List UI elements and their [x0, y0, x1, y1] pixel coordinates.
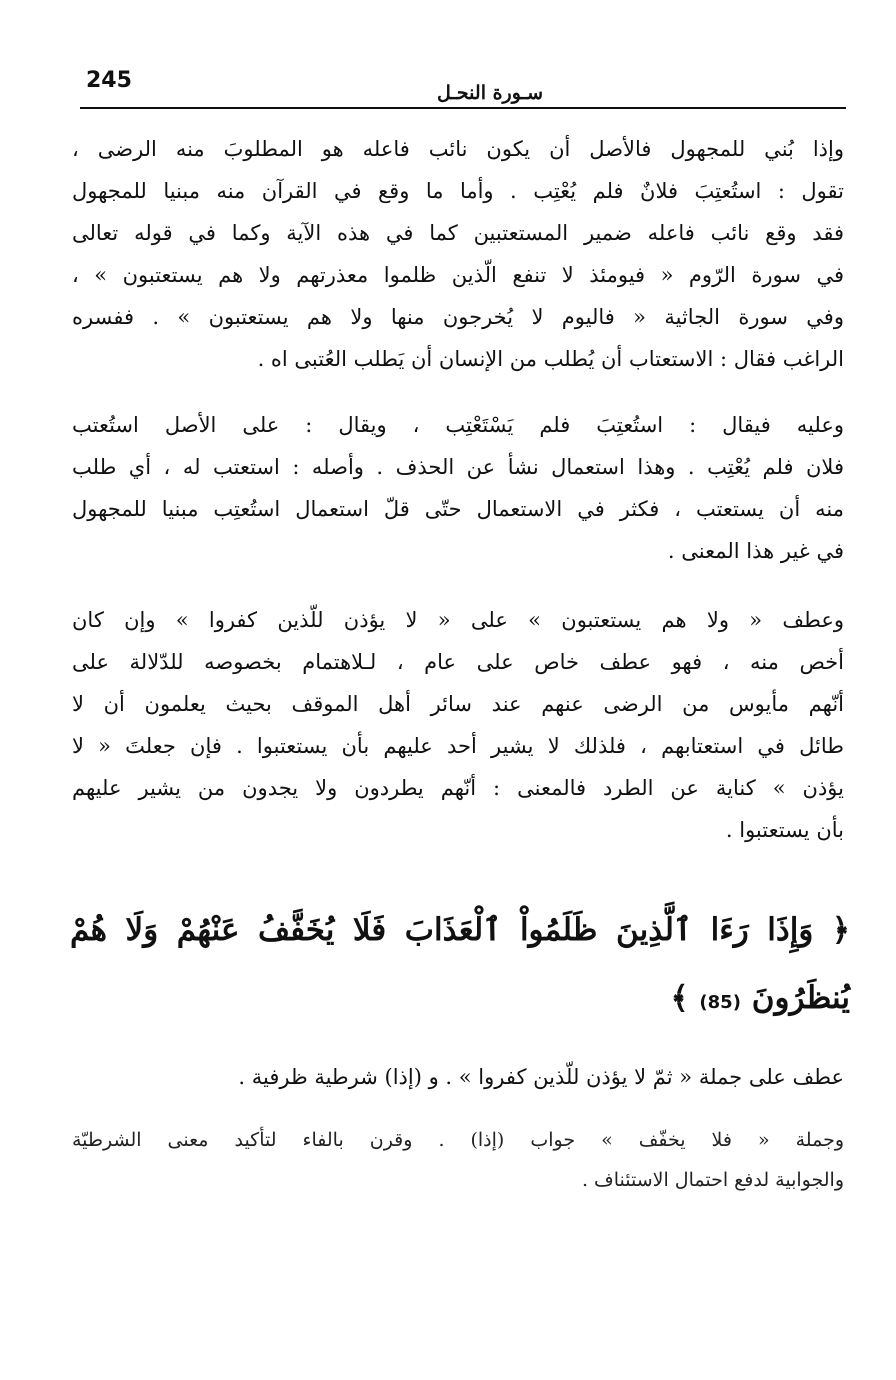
quran-verse	[70, 896, 850, 1037]
paragraph-line: وفي سورة الجاثية « فاليوم لا يُخرجون منها ولا هم يستعتبون » . ففسره	[72, 305, 844, 329]
paragraph-line: عطف على جملة « ثمّ لا يؤذن للّذين كفروا » . و (إذا) شرطية ظرفية .	[238, 1065, 844, 1089]
header-rule	[80, 107, 846, 109]
paragraph-line: بأن يستعتبوا .	[725, 818, 844, 842]
paragraph-line: أنّهم مأيوس من الرضى عنهم عند سائر أهل الموقف بحيث يعلمون أن لا	[72, 692, 844, 716]
paragraph-3	[72, 599, 844, 851]
paragraph-line: وعطف « ولا هم يستعتبون » على « لا يؤذن للّذين كفروا » وإن كان	[72, 608, 844, 632]
verse-text: يُنظَرُونَ	[751, 980, 850, 1016]
paragraph-line: أخص منه ، فهو عطف خاص على عام ، لـلاهتمام بخصوصه للدّلالة على	[72, 650, 844, 674]
verse-line: ﴿ وَإِذَا رَءَا ٱلَّذِينَ ظَلَمُواْ ٱلْعَذَابَ فَلَا يُخَفَّفُ عَنْهُمْ وَلَا هُمْ	[70, 912, 850, 948]
paragraph-line: فلان فلم يُعْتِب . وهذا استعمال نشأ عن الحذف . وأصله : استعتب له ، أي طلب	[72, 455, 844, 479]
paragraph-line: يؤذن » كناية عن الطرد فالمعنى : أنّهم يطردون ولا يجدون من يشير عليهم	[72, 776, 844, 800]
paragraph-line: تقول : استُعتِبَ فلانٌ فلم يُعْتِب . وأما ما وقع في القرآن منه مبنيا للمجهول	[72, 179, 844, 203]
paragraph-2	[72, 404, 844, 572]
paragraph-1	[72, 128, 844, 380]
paragraph-line: الراغب فقال : الاستعتاب أن يُطلب من الإنسان أن يَطلب العُتبى اه .	[257, 347, 844, 371]
paragraph-line: وجملة « فلا يخفّف » جواب (إذا) . وقرن بالفاء لتأكيد معنى الشرطيّة	[72, 1129, 844, 1151]
verse-number: (85)	[699, 992, 741, 1013]
verse-close-bracket: ﴾	[670, 980, 689, 1016]
paragraph-line: في غير هذا المعنى .	[667, 539, 844, 563]
page-number: 245	[86, 68, 132, 93]
paragraph-line: والجوابية لدفع احتمال الاستئناف .	[581, 1169, 844, 1191]
paragraph-line: وعليه فيقال : استُعتِبَ فلم يَسْتَعْتِب ، ويقال : على الأصل استُعتب	[72, 413, 844, 437]
paragraph-line: منه أن يستعتب ، فكثر في الاستعمال حتّى قلّ استعمال استُعتِب مبنيا للمجهول	[72, 497, 844, 521]
paragraph-5	[72, 1120, 844, 1200]
paragraph-line: وإذا بُني للمجهول فالأصل أن يكون نائب فاعله هو المطلوبَ منه الرضى ،	[72, 137, 844, 161]
running-header-title: سـورة النحـل	[436, 82, 544, 104]
verse-line	[70, 964, 850, 1037]
paragraph-4	[72, 1056, 844, 1098]
paragraph-line: فقد وقع نائب فاعله ضمير المستعتبين كما في هذه الآية وكما في قوله تعالى	[72, 221, 844, 245]
paragraph-line: طائل في استعتابهم ، فلذلك لا يشير أحد عليهم بأن يستعتبوا . فإن جعلتَ « لا	[72, 734, 844, 758]
paragraph-line: في سورة الرّوم « فيومئذ لا تنفع الّذين ظلموا معذرتهم ولا هم يستعتبون » ،	[72, 263, 844, 287]
